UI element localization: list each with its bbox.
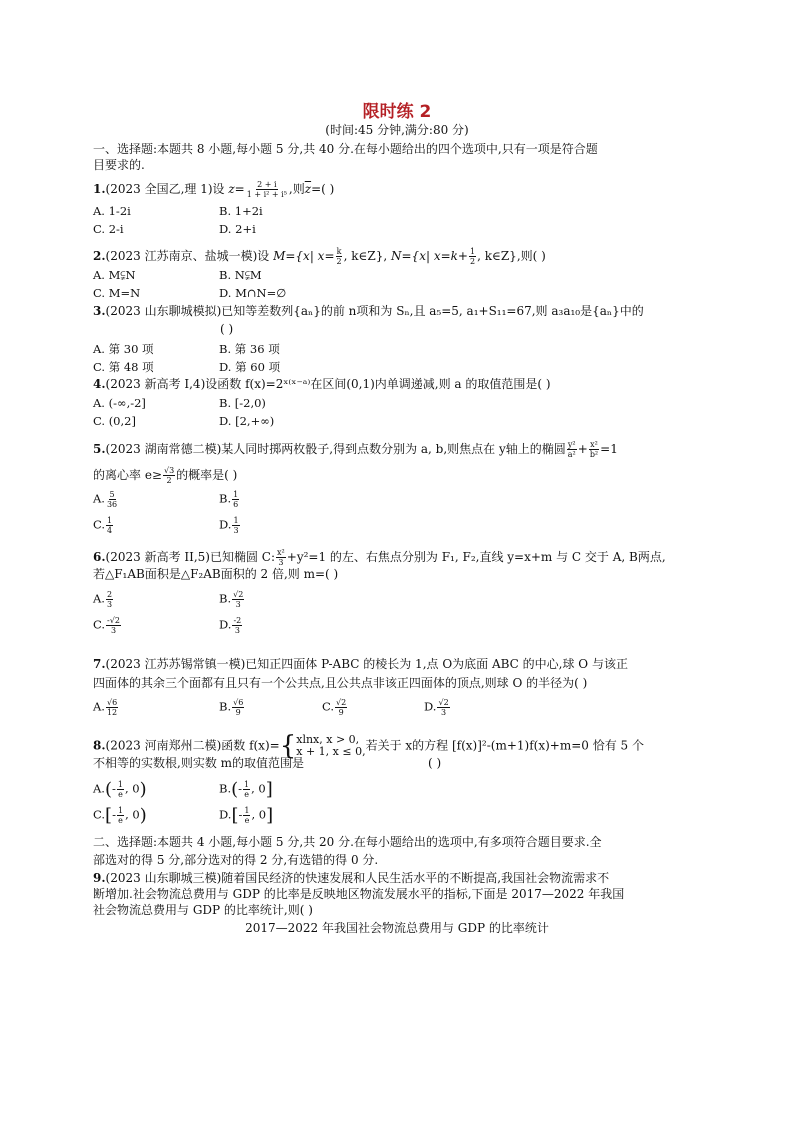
question-text: (2023 山东聊城三模)随着国民经济的快速发展和人民生活水平的不断提高,我国社会物流需求不 — [105, 871, 610, 885]
section2-heading-cont: 部选对的得 5 分,部分选对的得 2 分,有选错的得 0 分. — [93, 853, 379, 867]
q7-option-d — [424, 698, 451, 717]
denominator: 3 — [233, 526, 239, 535]
question-number: 6. — [93, 550, 106, 564]
option-label: B. — [219, 699, 232, 714]
option-label: A. — [93, 591, 105, 606]
q6-option-a — [93, 590, 114, 609]
denominator: e — [244, 790, 249, 799]
q5-option-b — [219, 490, 240, 509]
operator: + — [577, 442, 588, 456]
question-text: , k∈Z}, — [343, 249, 391, 263]
piecewise-brace: { — [279, 731, 297, 761]
q5-option-c — [93, 516, 114, 535]
question-text: 不相等的实数根,则实数 m的取值范围是 — [93, 756, 305, 770]
question-source: (2023 江苏南京、盐城一模)设 — [105, 249, 274, 263]
question-6 — [93, 548, 666, 567]
fraction — [243, 780, 250, 799]
question-7-cont: 四面体的其余三个面都有且只有一个公共点,且公共点非该正四面体的顶点,则球 O 的半径为( ) — [93, 676, 588, 690]
fraction — [117, 780, 124, 799]
fraction — [276, 548, 286, 567]
option-label: C. — [322, 699, 335, 714]
numerator: 1 — [244, 806, 250, 815]
question-number: 3. — [93, 304, 106, 318]
question-text: 的概率是( ) — [176, 468, 238, 482]
denominator: 2 — [166, 476, 172, 485]
fraction — [106, 516, 113, 535]
q8-option-b: B.(- $\frac{1}{e}$ , 0] — [219, 778, 273, 800]
denominator: 2 — [469, 257, 476, 266]
fraction — [117, 806, 124, 825]
option-label: B. — [219, 591, 232, 606]
denominator: e — [244, 816, 250, 825]
question-8-cont — [93, 756, 304, 770]
q1-option-d: D. 2+i — [219, 222, 256, 236]
q2-option-c: C. M=N — [93, 286, 141, 300]
denominator: 9 — [235, 708, 241, 717]
q7-option-c — [322, 698, 348, 717]
piecewise-function — [296, 734, 365, 758]
q5-option-a — [93, 490, 119, 509]
question-7 — [93, 657, 628, 671]
question-text: 若关于 x的方程 [f(x)]²-(m+1)f(x)+m=0 恰有 5 个 — [365, 738, 644, 753]
fraction — [232, 490, 239, 509]
q8-option-d: D.[- $\frac{1}{e}$ , 0] — [219, 804, 274, 826]
question-9 — [93, 871, 609, 885]
option-label: D. — [219, 517, 232, 532]
option-label: B. — [219, 781, 232, 796]
question-text: (2023 江苏苏锡常镇一模)已知正四面体 P-ABC 的棱长为 1,点 O为底面 ABC 的中心,球 O 与该正 — [105, 657, 628, 671]
fraction — [232, 698, 244, 717]
question-8 — [93, 731, 644, 761]
question-text: =1 — [600, 442, 618, 456]
numerator: 1 — [117, 806, 124, 815]
page-subtitle: (时间:45 分钟,满分:80 分) — [325, 123, 469, 137]
minus-sign: - — [112, 807, 116, 822]
q6-option-b — [219, 590, 245, 609]
denominator: e — [118, 816, 123, 825]
denominator: e — [118, 790, 123, 799]
question-text: (2023 山东聊城模拟)已知等差数列{aₙ}的前 n项和为 Sₙ,且 a₅=5, a₁+S₁₁=67,则 a₃a₁₀是{aₙ}中的 — [105, 304, 644, 318]
interval-end: , 0 — [251, 781, 266, 796]
q6-option-d — [219, 616, 243, 635]
numerator: k — [336, 247, 342, 256]
q1-option-a: A. 1-2i — [93, 204, 131, 218]
fraction — [469, 247, 476, 266]
numerator: x² — [590, 440, 598, 449]
question-text: (2023 新高考 I,4)设函数 f(x)=2ˣ⁽ˣ⁻ᵃ⁾在区间(0,1)内单调递减,则 a 的取值范围是( ) — [105, 377, 551, 391]
denominator: 3 — [234, 626, 240, 635]
q4-option-b: B. [-2,0) — [219, 396, 266, 410]
interval-end: , 0 — [251, 807, 267, 822]
denominator: 6 — [233, 500, 239, 509]
minus-sign: - — [238, 807, 243, 822]
minus-sign: - — [238, 781, 243, 796]
fraction — [232, 616, 242, 635]
minus-sign: - — [112, 781, 116, 796]
numerator: -2 — [233, 616, 242, 625]
numerator: 1 — [244, 780, 250, 789]
interval-end: , 0 — [124, 781, 140, 796]
denominator: 3 — [110, 626, 117, 635]
q4-option-c: C. (0,2] — [93, 414, 136, 428]
fraction — [589, 440, 599, 459]
set-m: M={x| x= — [273, 249, 335, 263]
fraction — [106, 590, 113, 609]
numerator: 1 — [233, 490, 239, 499]
q8-option-a: A.(- $\frac{1}{e}$ , 0) — [93, 778, 147, 800]
denominator: 3 — [278, 558, 284, 567]
denominator: 3 — [235, 600, 241, 609]
numerator: 2 + i — [257, 180, 277, 189]
q2-option-d: D. M∩N=∅ — [219, 286, 287, 300]
q3-option-d: D. 第 60 项 — [219, 360, 281, 374]
numerator: √2 — [233, 590, 244, 599]
denominator: 1 + i² + i⁵ — [246, 190, 287, 199]
numerator: y² — [567, 440, 576, 449]
question-text: (2023 新高考 II,5)已知椭圆 C: — [105, 550, 276, 564]
question-text: ,则 — [288, 182, 305, 196]
answer-paren: =( ) — [311, 182, 335, 196]
fraction — [232, 516, 239, 535]
numerator: √2 — [336, 698, 347, 707]
question-5-cont — [93, 466, 237, 485]
fraction — [243, 806, 250, 825]
section1-heading: 一、选择题:本题共 8 小题,每小题 5 分,共 40 分.在每小题给出的四个选项中,只有一项是符合题 — [93, 142, 598, 156]
question-text: 的离心率 e≥ — [93, 468, 162, 482]
denominator: 36 — [106, 500, 118, 509]
denominator: a² — [567, 450, 576, 459]
question-text: (2023 湖南常德二模)某人同时掷两枚骰子,得到点数分别为 a, b,则焦点在 y轴上的椭圆 — [105, 442, 566, 456]
question-5 — [93, 440, 618, 459]
numerator: √6 — [106, 698, 118, 707]
set-n: N={x| x=k+ — [391, 249, 468, 263]
denominator: 9 — [338, 708, 344, 717]
q2-option-a: A. M⫋N — [93, 268, 136, 282]
numerator: 1 — [469, 247, 476, 256]
question-text: , k∈Z},则( ) — [477, 249, 546, 263]
q3-option-a: A. 第 30 项 — [93, 342, 154, 356]
option-label: D. — [219, 617, 232, 632]
numerator: 1 — [117, 780, 123, 789]
section1-heading-cont: 目要求的. — [93, 158, 145, 172]
q2-option-b: B. N⫋M — [219, 268, 262, 282]
q6-option-c — [93, 616, 122, 635]
question-3 — [93, 304, 644, 318]
chart-caption: 2017—2022 年我国社会物流总费用与 GDP 的比率统计 — [245, 921, 549, 935]
numerator: 1 — [107, 516, 113, 525]
piece-1: xlnx, x > 0, — [296, 733, 360, 746]
option-label: C. — [93, 617, 106, 632]
question-number: 1. — [93, 182, 106, 196]
question-number: 2. — [93, 249, 106, 263]
fraction — [106, 616, 121, 635]
question-number: 5. — [93, 442, 106, 456]
q3-option-c: C. 第 48 项 — [93, 360, 154, 374]
fraction — [106, 698, 118, 717]
option-label: D. — [219, 807, 232, 822]
question-text: (2023 河南郑州二模)函数 f(x)= — [105, 738, 280, 753]
q7-option-a — [93, 698, 119, 717]
option-label: D. — [424, 699, 437, 714]
option-label: C. — [93, 517, 106, 532]
numerator: 1 — [233, 516, 239, 525]
option-label: B. — [219, 491, 232, 506]
denominator: 4 — [107, 526, 113, 535]
page-title: 限时练 2 — [362, 102, 432, 122]
question-number: 9. — [93, 871, 106, 885]
denominator: 3 — [441, 708, 447, 717]
fraction — [232, 590, 244, 609]
q1-option-c: C. 2-i — [93, 222, 124, 236]
fraction — [567, 440, 577, 459]
numerator: √2 — [438, 698, 449, 707]
q4-option-d: D. [2,+∞) — [219, 414, 275, 428]
option-label: A. — [93, 781, 105, 796]
fraction — [106, 490, 118, 509]
q1-option-b: B. 1+2i — [219, 204, 263, 218]
question-2 — [93, 247, 546, 266]
question-source: (2023 全国乙,理 1)设 — [105, 182, 229, 196]
fraction — [437, 698, 449, 717]
question-9-cont-2: 社会物流总费用与 GDP 的比率统计,则( ) — [93, 903, 313, 917]
fraction — [163, 466, 175, 485]
q3-option-b: B. 第 36 项 — [219, 342, 280, 356]
q4-option-a: A. (-∞,-2] — [93, 396, 146, 410]
question-9-cont: 断增加.社会物流总费用与 GDP 的比率是反映地区物流发展水平的指标,下面是 2017—2022 年我国 — [93, 887, 625, 901]
q5-option-d — [219, 516, 241, 535]
option-label: C. — [93, 807, 106, 822]
question-number: 8. — [93, 738, 106, 753]
q8-option-c: C.[- $\frac{1}{e}$ , 0) — [93, 804, 147, 826]
question-4 — [93, 377, 551, 391]
question-6-cont: 若△F₁AB面积是△F₂AB面积的 2 倍,则 m=( ) — [93, 567, 339, 581]
question-text: +y²=1 的左、右焦点分别为 F₁, F₂,直线 y=x+m 与 C 交于 A, B两点, — [286, 550, 666, 564]
numerator: 5 — [109, 490, 115, 499]
numerator: 2 — [106, 590, 113, 599]
numerator: √3 — [163, 466, 175, 475]
z-bar: $\overline{z}$ — [304, 182, 312, 196]
question-1: 1.(2023 全国乙,理 1)设 z= $\frac{2 + i}{\text{1 + i² + i⁵}}$ ,则$\overline{z}=$( ) — [93, 180, 335, 199]
fraction — [335, 698, 347, 717]
q7-option-b — [219, 698, 245, 717]
fraction — [336, 247, 343, 266]
section2-heading: 二、选择题:本题共 4 小题,每小题 5 分,共 20 分.在每小题给出的选项中,有多项符合题目要求.全 — [93, 835, 602, 849]
interval-end: , 0 — [125, 807, 140, 822]
answer-paren: ( ) — [220, 322, 234, 336]
numerator: √6 — [233, 698, 244, 707]
question-number: 7. — [93, 657, 106, 671]
option-label: A. — [93, 699, 105, 714]
question-number: 4. — [93, 377, 106, 391]
denominator: 3 — [106, 600, 113, 609]
numerator: x² — [277, 548, 285, 557]
denominator: 12 — [106, 708, 118, 717]
numerator: -√2 — [107, 616, 120, 625]
answer-paren: ( ) — [428, 756, 442, 770]
fraction — [246, 180, 288, 199]
denominator: b² — [589, 450, 599, 459]
denominator: 2 — [336, 257, 342, 266]
piece-2: x + 1, x ≤ 0, — [296, 745, 366, 758]
option-label: A. — [93, 491, 105, 506]
